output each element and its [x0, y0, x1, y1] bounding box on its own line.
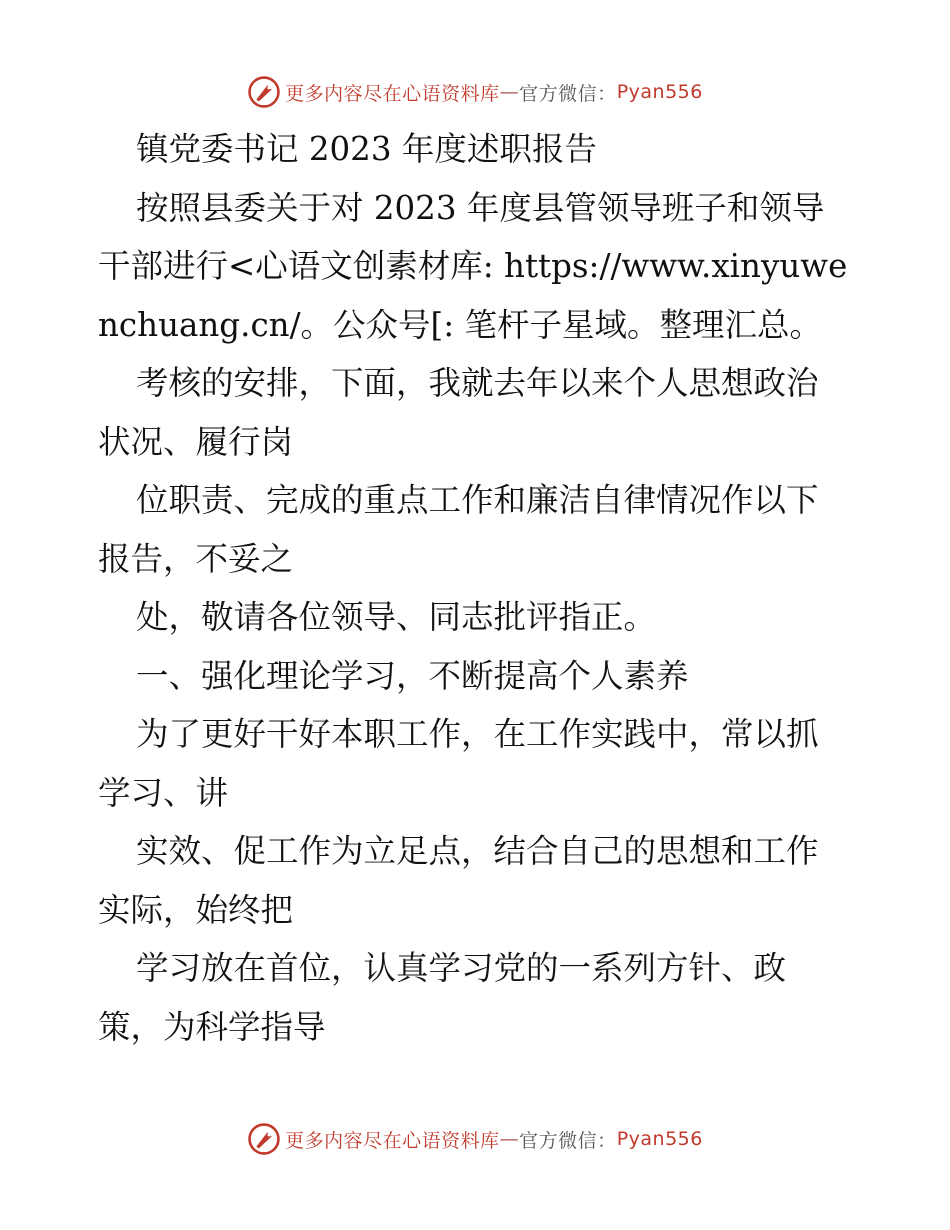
banner-title: 更多内容尽在心语资料库	[285, 1129, 500, 1152]
banner-wechat-label: 官方微信：	[519, 1129, 617, 1152]
text-line: 干部进行<心语文创素材库: https://www.xinyuwe	[98, 247, 848, 285]
text-line: 状况、履行岗	[98, 422, 294, 461]
banner-dash: —	[499, 81, 520, 103]
text-line: 策，为科学指导	[98, 1007, 326, 1046]
document-body	[98, 120, 858, 1056]
text-line: 位职责、完成的重点工作和廉洁自律情况作以下	[136, 481, 819, 519]
text-line: 实效、促工作为立足点，结合自己的思想和工作	[136, 832, 819, 870]
banner-wechat-label: 官方微信：	[519, 82, 617, 105]
text-line: 学习、讲	[98, 773, 229, 812]
text-line: 按照县委关于对 2023 年度县管领导班子和领导	[136, 188, 825, 227]
text-line: 报告，不妥之	[98, 539, 294, 578]
text-line: 学习放在首位，认真学习党的一系列方针、政	[136, 949, 787, 987]
pen-nib-logo-icon	[247, 1122, 281, 1156]
pen-nib-logo-icon	[247, 75, 281, 109]
text-line: 实际，始终把	[98, 890, 294, 929]
section-heading: 一、强化理论学习，不断提高个人素养	[136, 656, 689, 695]
text-line: 为了更好干好本职工作，在工作实践中，常以抓	[136, 715, 819, 753]
header-banner	[0, 72, 950, 112]
banner-wechat-id: Pyan556	[616, 81, 703, 103]
text-line: 考核的安排，下面，我就去年以来个人思想政治	[136, 364, 819, 402]
document-title: 镇党委书记 2023 年度述职报告	[136, 130, 597, 168]
text-line: 处，敬请各位领导、同志批评指正。	[136, 598, 657, 636]
banner-dash: —	[499, 1128, 520, 1150]
banner-title: 更多内容尽在心语资料库	[285, 82, 500, 105]
text-line: nchuang.cn/。公众号[: 笔杆子星域。整理汇总。	[98, 305, 822, 344]
footer-banner	[0, 1119, 950, 1159]
banner-wechat-id: Pyan556	[616, 1128, 703, 1150]
